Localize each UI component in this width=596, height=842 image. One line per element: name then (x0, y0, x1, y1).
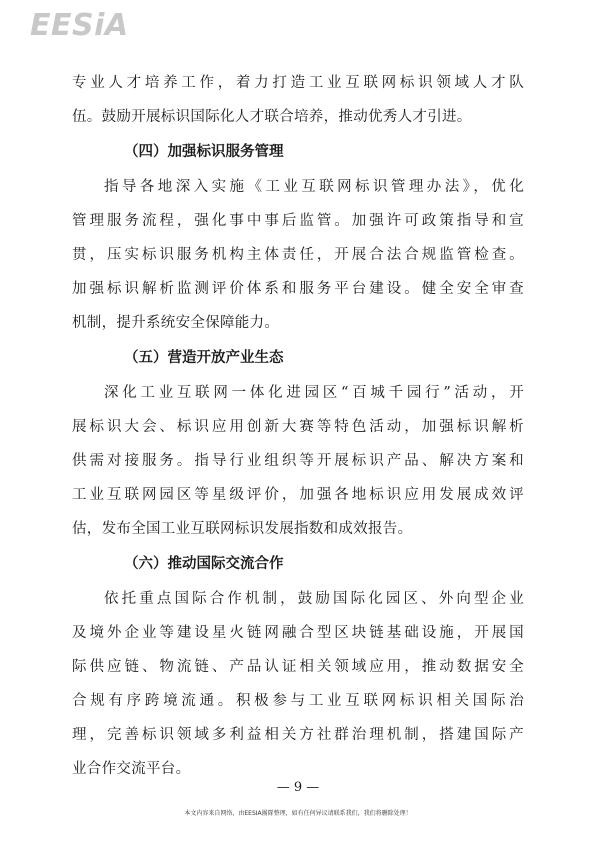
paragraph-line: 机制，提升系统安全保障能力。 (72, 315, 280, 331)
paragraph-line: 加强标识解析监测评价体系和服务平台建设。健全安全审查 (72, 281, 524, 297)
page-number: — 9 — (276, 780, 320, 795)
paragraph-line: 理，完善标识领域多利益相关方社群治理机制，搭建国际产 (72, 727, 524, 743)
paragraph-line: 展标识大会、标识应用创新大赛等特色活动，加强标识解析 (72, 419, 524, 435)
paragraph-line: 供需对接服务。指导行业组织等开展标识产品、解决方案和 (72, 453, 524, 469)
footer-disclaimer: 本文内容来自网络，由EESIA團隊整理，如有任何异议请联系我们，我们将删除处理！ (184, 810, 412, 817)
paragraph-line: 工业互联网园区等星级评价，加强各地标识应用发展成效评 (72, 487, 524, 503)
paragraph-line: 合规有序跨境流通。积极参与工业互联网标识相关国际治 (72, 693, 524, 709)
eesia-logo: EESiA (30, 8, 129, 43)
paragraph-line: 专业人才培养工作，着力打造工业互联网标识领域人才队 (72, 75, 524, 91)
paragraph-line: 贯，压实标识服务机构主体责任，开展合法合规监管检查。 (72, 247, 524, 263)
section-heading-5: （五）营造开放产业生态 (124, 350, 284, 366)
paragraph-line: 伍。鼓励开展标识国际化人才联合培养，推动优秀人才引进。 (72, 109, 472, 125)
paragraph-line: 业合作交流平台。 (72, 761, 191, 777)
paragraph-line: 管理服务流程，强化事中事后监管。加强许可政策指导和宣 (72, 213, 524, 229)
section-heading-4: （四）加强标识服务管理 (124, 144, 284, 160)
paragraph-line: 际供应链、物流链、产品认证相关领域应用，推动数据安全 (72, 659, 524, 675)
paragraph-line: 依托重点国际合作机制，鼓励国际化园区、外向型企业 (104, 591, 524, 607)
paragraph-line: 深化工业互联网一体化进园区“百城千园行”活动，开 (104, 385, 524, 401)
paragraph-line: 及境外企业等建设星火链网融合型区块链基础设施，开展国 (72, 625, 524, 641)
paragraph-line: 指导各地深入实施《工业互联网标识管理办法》，优化 (104, 179, 524, 195)
paragraph-line: 估，发布全国工业互联网标识发展指数和成效报告。 (72, 521, 413, 537)
section-heading-6: （六）推动国际交流合作 (124, 556, 284, 572)
